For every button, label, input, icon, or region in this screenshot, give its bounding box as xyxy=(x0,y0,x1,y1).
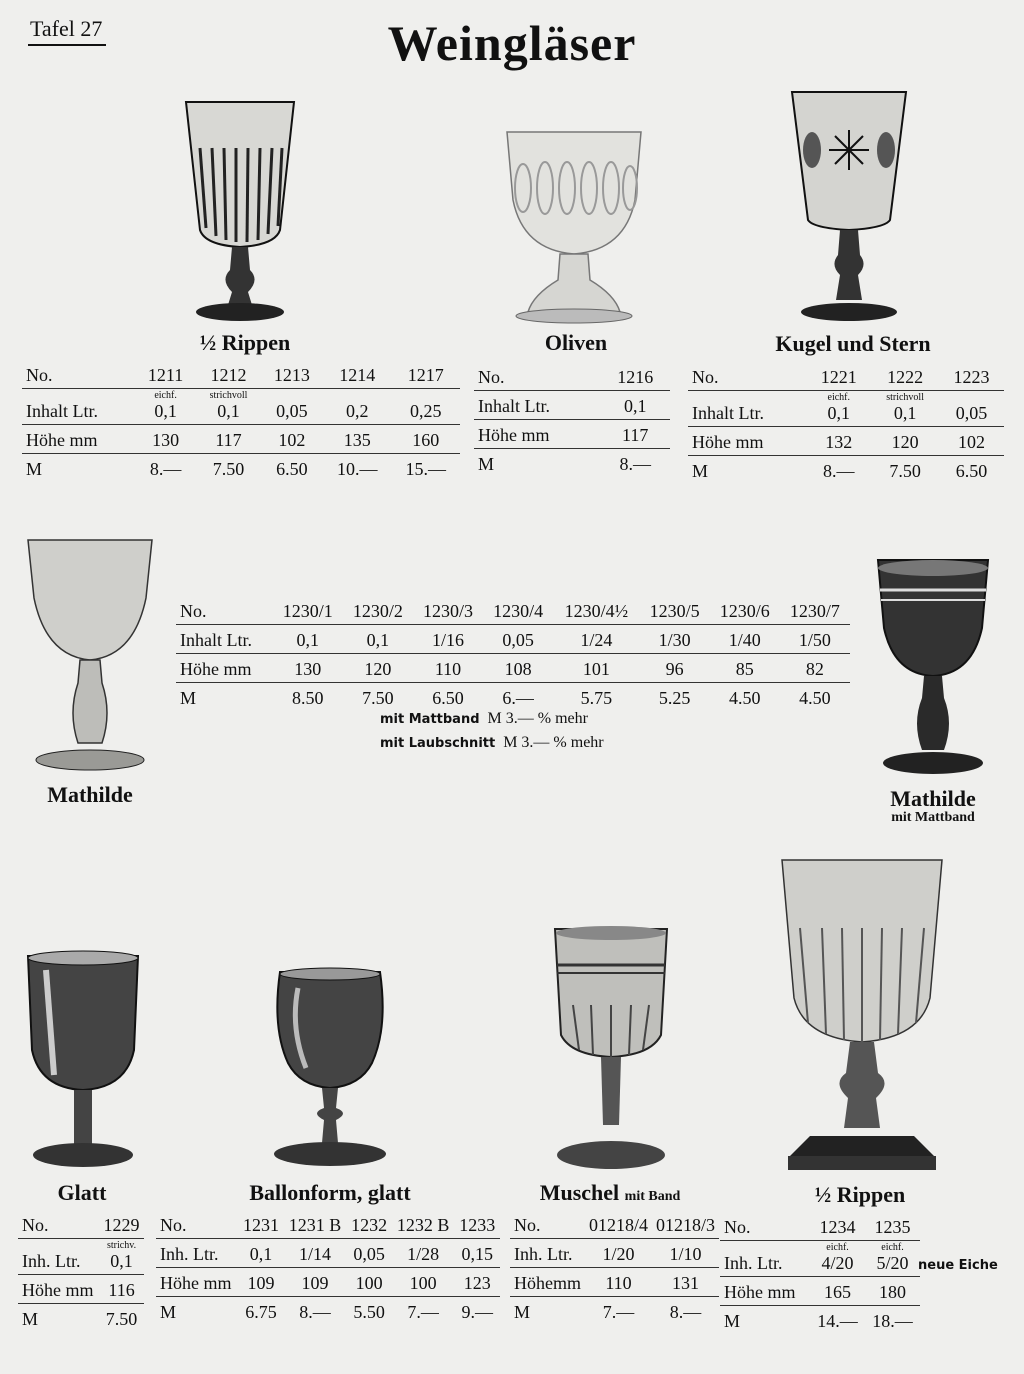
table-cell: Inhalt Ltr. xyxy=(688,391,806,427)
table-row xyxy=(22,360,460,389)
table-cell: 1230/1 xyxy=(273,596,343,625)
table-cell: 117 xyxy=(196,425,261,454)
table-cell: 1/20 xyxy=(585,1239,652,1268)
glass-rippen-large-illustration xyxy=(780,858,944,1178)
table-cell: 85 xyxy=(710,654,780,683)
table-row xyxy=(688,362,1004,391)
table-cell: 135 xyxy=(323,425,392,454)
caption-mathilde-right-sub: mit Mattband xyxy=(891,810,975,825)
table-cell: 1/24 xyxy=(553,625,639,654)
table-cell xyxy=(865,1241,920,1277)
table-cell: 1/28 xyxy=(392,1239,455,1268)
table-cell: 5.75 xyxy=(580,688,613,708)
table-cell: 1/50 xyxy=(780,625,850,654)
table-cell: Inh. Ltr. xyxy=(18,1239,99,1275)
glass-glatt-illustration xyxy=(26,950,140,1172)
table-ballon xyxy=(156,1210,500,1325)
table-cell: Höhe mm xyxy=(18,1275,99,1304)
table-cell: 0,05 xyxy=(346,1239,392,1268)
table-row xyxy=(176,596,850,625)
table-row xyxy=(22,389,460,425)
table-cell: No. xyxy=(688,362,806,391)
table-cell: 109 xyxy=(284,1268,347,1297)
table-cell: 1/30 xyxy=(640,625,710,654)
table-cell: M xyxy=(692,461,709,481)
table-row xyxy=(510,1239,719,1268)
table-cell: 18.— xyxy=(872,1311,913,1331)
table-cell: 0,25 xyxy=(391,389,460,425)
table-row xyxy=(156,1239,500,1268)
table-cell: 0,1 xyxy=(343,625,413,654)
caption-muschel xyxy=(510,1180,710,1206)
table-cell: Höhe mm xyxy=(156,1268,238,1297)
table-cell: 0,1 xyxy=(273,625,343,654)
table-cell: 1235 xyxy=(865,1212,920,1241)
table-cell: 7.— xyxy=(602,1302,635,1322)
table-cell: 0,15 xyxy=(454,1239,500,1268)
table-mathilde xyxy=(176,596,850,711)
table-cell: M xyxy=(26,459,43,479)
table-cell: 1231 B xyxy=(284,1210,347,1239)
table-cell: M xyxy=(160,1302,177,1322)
table-row xyxy=(18,1275,144,1304)
table-cell: 100 xyxy=(346,1268,392,1297)
table-row xyxy=(688,391,1004,427)
mathilde-note-mattband xyxy=(380,710,588,728)
glass-ballon-illustration xyxy=(272,968,388,1172)
table-cell: 1/16 xyxy=(413,625,483,654)
table-cell: 82 xyxy=(780,654,850,683)
table-row xyxy=(22,454,460,483)
table-cell: No. xyxy=(474,362,600,391)
cell-note: eichf. xyxy=(826,1242,849,1253)
caption-muschel-small: mit Band xyxy=(624,1189,681,1204)
cell-note: eichf. xyxy=(881,1242,904,1253)
table-cell: 1230/4 xyxy=(483,596,553,625)
table-cell xyxy=(196,389,261,425)
table-cell: 5.25 xyxy=(658,688,691,708)
table-cell: 110 xyxy=(585,1268,652,1297)
caption-rippen: ½ Rippen xyxy=(199,330,291,355)
table-cell: 14.— xyxy=(817,1311,858,1331)
table-cell: Höhemm xyxy=(510,1268,585,1297)
cell-value: 0,1 xyxy=(110,1251,133,1271)
table-cell xyxy=(99,1239,144,1275)
table-row xyxy=(176,683,850,712)
table-cell: 1230/6 xyxy=(710,596,780,625)
cell-value: 0,1 xyxy=(217,401,240,421)
table-cell: 8.— xyxy=(669,1302,702,1322)
table-cell: 1230/5 xyxy=(640,596,710,625)
table-row xyxy=(688,456,1004,485)
table-cell: Höhe mm xyxy=(22,425,135,454)
cell-value: 0,1 xyxy=(827,403,850,423)
glass-mathilde-mattband-illustration xyxy=(876,558,990,778)
table-cell: 7.50 xyxy=(212,459,245,479)
table-cell: 0,05 xyxy=(261,389,323,425)
note-text: M 3.— % mehr xyxy=(503,734,604,751)
table-cell: 1217 xyxy=(391,360,460,389)
table-row xyxy=(510,1297,719,1326)
table-cell: 8.— xyxy=(299,1302,331,1322)
table-row xyxy=(688,427,1004,456)
table-glatt xyxy=(18,1210,144,1332)
table-cell: 7.50 xyxy=(105,1309,138,1329)
table-cell: 0,05 xyxy=(939,391,1004,427)
table-cell: 1230/4½ xyxy=(553,596,639,625)
table-cell: 109 xyxy=(238,1268,284,1297)
table-cell: No. xyxy=(18,1210,99,1239)
table-cell: No. xyxy=(720,1212,810,1241)
table-cell: 131 xyxy=(652,1268,719,1297)
table-cell: Inhalt Ltr. xyxy=(22,389,135,425)
table-row xyxy=(176,625,850,654)
table-cell: Inh. Ltr. xyxy=(510,1239,585,1268)
caption-mathilde-left: Mathilde xyxy=(47,782,133,807)
side-note-neue-eiche: neue Eiche xyxy=(918,1258,998,1273)
glass-mathilde-illustration xyxy=(26,538,154,774)
table-cell: 1216 xyxy=(600,362,670,391)
table-kugel-stern xyxy=(688,362,1004,484)
note-label: mit Mattband xyxy=(380,712,480,727)
table-cell: 1/40 xyxy=(710,625,780,654)
table-cell: M xyxy=(478,454,495,474)
table-cell: 8.— xyxy=(149,459,182,479)
cell-note: strichv. xyxy=(107,1240,137,1251)
table-cell: 1232 B xyxy=(392,1210,455,1239)
glass-muschel-illustration xyxy=(553,925,669,1175)
table-cell: 100 xyxy=(392,1268,455,1297)
table-cell: Höhe mm xyxy=(688,427,806,456)
table-cell: 1211 xyxy=(135,360,196,389)
table-cell: Höhe mm xyxy=(176,654,273,683)
table-row xyxy=(510,1210,719,1239)
table-cell: 1212 xyxy=(196,360,261,389)
table-cell: 9.— xyxy=(461,1302,493,1322)
table-cell: 4.50 xyxy=(799,688,831,708)
table-cell: 01218/4 xyxy=(585,1210,652,1239)
table-cell: 6.75 xyxy=(245,1302,277,1322)
table-cell: 7.50 xyxy=(362,688,394,708)
table-row xyxy=(22,425,460,454)
cell-note: strichvoll xyxy=(886,392,924,403)
table-row xyxy=(156,1297,500,1326)
note-text: M 3.— % mehr xyxy=(487,710,588,727)
mathilde-note-laubschnitt xyxy=(380,734,604,752)
table-row xyxy=(156,1268,500,1297)
table-cell: 8.— xyxy=(823,461,855,481)
table-cell: 96 xyxy=(640,654,710,683)
table-cell: Inh. Ltr. xyxy=(156,1239,238,1268)
table-cell: Inhalt Ltr. xyxy=(474,391,600,420)
table-cell: 1232 xyxy=(346,1210,392,1239)
table-cell: 1234 xyxy=(810,1212,865,1241)
caption-mathilde-right: Mathilde xyxy=(890,786,976,811)
table-cell: 01218/3 xyxy=(652,1210,719,1239)
plate-number: Tafel 27 xyxy=(28,16,106,46)
table-row xyxy=(18,1210,144,1239)
table-cell: No. xyxy=(22,360,135,389)
table-cell: 5.50 xyxy=(353,1302,385,1322)
note-label: mit Laubschnitt xyxy=(380,736,496,751)
table-cell: 1230/3 xyxy=(413,596,483,625)
caption-muschel-main: Muschel xyxy=(539,1180,620,1205)
table-cell: 117 xyxy=(600,420,670,449)
table-cell: 0,2 xyxy=(323,389,392,425)
page-title: Weingläser xyxy=(387,15,637,71)
table-cell: 180 xyxy=(865,1277,920,1306)
table-cell: Höhe mm xyxy=(720,1277,810,1306)
table-row xyxy=(474,449,670,478)
table-cell: 6.50 xyxy=(955,461,988,481)
table-cell: Inhalt Ltr. xyxy=(176,625,273,654)
table-cell xyxy=(810,1241,865,1277)
table-cell: 160 xyxy=(391,425,460,454)
table-cell: M xyxy=(724,1311,741,1331)
cell-value: 5/20 xyxy=(876,1253,909,1273)
caption-ballon: Ballonform, glatt xyxy=(249,1180,411,1205)
table-cell: 6.50 xyxy=(432,688,464,708)
table-cell: No. xyxy=(510,1210,585,1239)
table-cell: Inh. Ltr. xyxy=(720,1241,810,1277)
table-cell: 1222 xyxy=(871,362,939,391)
table-cell: 1233 xyxy=(454,1210,500,1239)
table-cell: 1221 xyxy=(806,362,871,391)
table-cell: 6.— xyxy=(502,688,534,708)
table-cell: 6.50 xyxy=(276,459,308,479)
table-cell: 0,1 xyxy=(600,391,670,420)
table-row xyxy=(18,1239,144,1275)
table-row xyxy=(18,1304,144,1333)
glass-oliven-illustration xyxy=(505,130,643,325)
table-cell: 1229 xyxy=(99,1210,144,1239)
table-cell: 10.— xyxy=(336,459,378,479)
table-row xyxy=(474,420,670,449)
table-cell: 165 xyxy=(810,1277,865,1306)
cell-value: 0,1 xyxy=(893,403,917,423)
table-cell: 102 xyxy=(939,427,1004,456)
table-cell: 120 xyxy=(343,654,413,683)
table-row xyxy=(176,654,850,683)
table-cell: 108 xyxy=(483,654,553,683)
table-cell: 101 xyxy=(553,654,639,683)
table-cell: 1230/7 xyxy=(780,596,850,625)
table-cell: 1223 xyxy=(939,362,1004,391)
glass-rippen-illustration xyxy=(180,100,300,325)
glass-kugel-stern-illustration xyxy=(790,90,908,322)
cell-note: eichf. xyxy=(154,390,177,401)
cell-value: 0,1 xyxy=(154,401,177,421)
table-cell: 123 xyxy=(454,1268,500,1297)
table-cell: 15.— xyxy=(405,459,446,479)
table-cell: 0,1 xyxy=(238,1239,284,1268)
table-row xyxy=(720,1277,920,1306)
table-muschel xyxy=(510,1210,719,1325)
caption-rippen-large: ½ Rippen xyxy=(814,1182,906,1207)
table-cell: 130 xyxy=(273,654,343,683)
table-cell: 120 xyxy=(871,427,939,456)
cell-value: 4/20 xyxy=(821,1253,854,1273)
table-cell xyxy=(871,391,939,427)
table-cell: 116 xyxy=(99,1275,144,1304)
table-cell: 7.50 xyxy=(889,461,921,481)
table-cell: 4.50 xyxy=(729,688,761,708)
caption-kugel-stern: Kugel und Stern xyxy=(775,331,931,356)
table-row xyxy=(474,391,670,420)
cell-note: eichf. xyxy=(827,392,850,403)
table-cell: M xyxy=(514,1302,531,1322)
table-rippen xyxy=(22,360,460,482)
table-cell: 132 xyxy=(806,427,871,456)
table-cell xyxy=(806,391,871,427)
table-cell: 1214 xyxy=(323,360,392,389)
table-row xyxy=(720,1212,920,1241)
table-cell: 8.— xyxy=(619,454,651,474)
table-cell: M xyxy=(22,1309,39,1329)
table-row xyxy=(156,1210,500,1239)
cell-note: strichvoll xyxy=(209,390,248,401)
table-row xyxy=(510,1268,719,1297)
table-oliven xyxy=(474,362,670,477)
table-cell: 130 xyxy=(135,425,196,454)
table-cell: 102 xyxy=(261,425,323,454)
table-row xyxy=(474,362,670,391)
table-cell: 1213 xyxy=(261,360,323,389)
table-cell: 8.50 xyxy=(291,688,324,708)
table-cell: 7.— xyxy=(407,1302,439,1322)
table-cell: No. xyxy=(156,1210,238,1239)
table-cell: 1230/2 xyxy=(343,596,413,625)
caption-oliven: Oliven xyxy=(544,330,608,355)
table-cell: 0,05 xyxy=(483,625,553,654)
table-cell: 110 xyxy=(413,654,483,683)
table-rippen-large xyxy=(720,1212,920,1334)
table-row xyxy=(720,1306,920,1335)
table-cell: M xyxy=(180,688,197,708)
table-cell xyxy=(135,389,196,425)
table-cell: 1231 xyxy=(238,1210,284,1239)
table-cell: 1/10 xyxy=(652,1239,719,1268)
table-row xyxy=(720,1241,920,1277)
table-cell: 1/14 xyxy=(284,1239,347,1268)
table-cell: No. xyxy=(176,596,273,625)
table-cell: Höhe mm xyxy=(474,420,600,449)
caption-glatt: Glatt xyxy=(57,1180,107,1205)
